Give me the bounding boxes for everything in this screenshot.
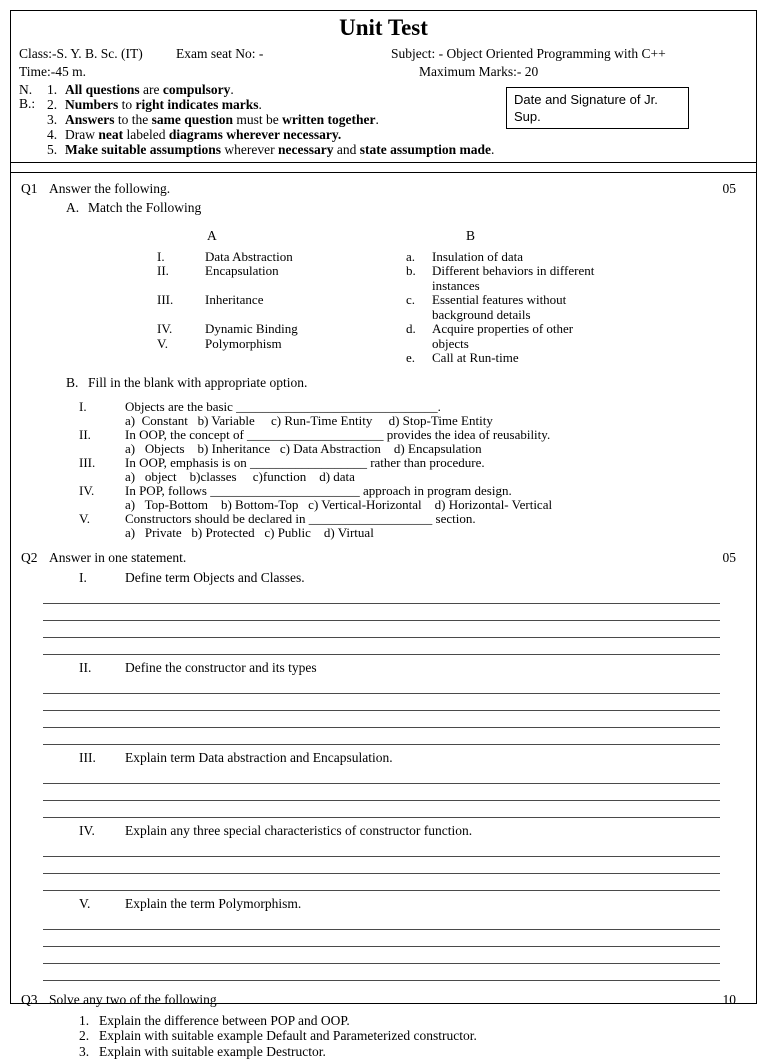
match-roman: III. <box>157 293 205 308</box>
q2-subquestion-list <box>19 569 744 981</box>
match-letter: b. <box>406 264 432 279</box>
q2-subquestion-number: I. <box>79 569 125 587</box>
fill-blank-list <box>79 400 744 540</box>
nb-segment: Make suitable assumptions <box>65 142 221 157</box>
nb-segment: to <box>118 97 135 112</box>
answer-line <box>43 913 720 930</box>
fill-blank-options: a) object b)classes c)function d) data <box>125 470 744 484</box>
header-row-2 <box>19 63 748 81</box>
nb-item <box>47 142 748 157</box>
section-a-label: A. <box>66 199 88 217</box>
q2-subquestion <box>19 895 744 981</box>
match-letter: e. <box>406 351 432 366</box>
q1-label: Q1 <box>19 180 49 198</box>
section-a-title: Match the Following <box>88 199 201 217</box>
match-letter: d. <box>406 322 432 337</box>
q2-text: Answer in one statement. <box>49 549 723 567</box>
match-a-text <box>205 308 406 323</box>
fill-blank-item <box>79 484 744 512</box>
q3-option-number: 1. <box>79 1013 99 1029</box>
header-row-1 <box>19 45 748 63</box>
nb-item-number: 3. <box>47 113 60 127</box>
nb-item-text <box>65 98 262 112</box>
fill-blank-number: II. <box>79 428 125 442</box>
match-b-text: objects <box>432 337 732 352</box>
q2-subquestion-head <box>79 659 744 677</box>
answer-lines <box>43 840 720 891</box>
match-a-text: Encapsulation <box>205 264 406 279</box>
match-a-text: Dynamic Binding <box>205 322 406 337</box>
content <box>11 173 756 1059</box>
section-b-row <box>66 374 744 392</box>
fill-blank-options: a) Constant b) Variable c) Run-Time Entity d) Stop-Time Entity <box>125 414 744 428</box>
q2-subquestion <box>19 569 744 655</box>
answer-line <box>43 638 720 655</box>
nb-segment: and <box>333 142 359 157</box>
match-roman: II. <box>157 264 205 279</box>
q2-subquestion-number: IV. <box>79 822 125 840</box>
fill-blank-options: a) Top-Bottom b) Bottom-Top c) Vertical-Horizontal d) Horizontal- Vertical <box>125 498 744 512</box>
nb-segment: are <box>140 82 163 97</box>
nb-segment: written together <box>282 112 375 127</box>
q2-subquestion-head <box>79 569 744 587</box>
nb-segment: All questions <box>65 82 140 97</box>
match-a-text: Polymorphism <box>205 337 406 352</box>
time-label: Time:-45 m. <box>19 63 419 81</box>
fill-blank-number: I. <box>79 400 125 414</box>
q2-subquestion-number: III. <box>79 749 125 767</box>
header-box <box>11 11 756 163</box>
section-b-title: Fill in the blank with appropriate option. <box>88 374 307 392</box>
nb-item <box>47 127 748 142</box>
q1-text: Answer the following. <box>49 180 723 198</box>
match-roman: I. <box>157 250 205 265</box>
answer-line <box>43 964 720 981</box>
nb-item-number: 5. <box>47 143 60 157</box>
page-title: Unit Test <box>19 15 748 41</box>
fill-blank-item <box>79 428 744 456</box>
nb-label: N. B.: <box>19 82 47 157</box>
q3-option <box>79 1044 744 1059</box>
nb-segment: . <box>375 112 378 127</box>
fill-blank-question: Constructors should be declared in ___________________ section. <box>125 512 744 526</box>
match-letter <box>406 337 432 352</box>
match-letter <box>406 279 432 294</box>
nb-item-number: 1. <box>47 83 60 97</box>
page-frame <box>10 10 757 1004</box>
nb-segment: labeled <box>123 127 169 142</box>
match-header-spacer-2 <box>406 229 432 250</box>
q2-subquestion-number: V. <box>79 895 125 913</box>
fill-blank-question: Objects are the basic _______________________________. <box>125 400 744 414</box>
subject-label: Subject: - Object Oriented Programming with C++ <box>391 45 748 63</box>
fill-blank-number: III. <box>79 456 125 470</box>
match-letter <box>406 308 432 323</box>
fill-blank-options: a) Private b) Protected c) Public d) Virtual <box>125 526 744 540</box>
nb-segment: . <box>259 97 262 112</box>
nb-segment: neat <box>98 127 123 142</box>
answer-line <box>43 947 720 964</box>
fill-blank-item <box>79 456 744 484</box>
nb-segment: state assumption made <box>360 142 491 157</box>
match-header-spacer-1 <box>157 229 205 250</box>
q2-subquestion-text: Define term Objects and Classes. <box>125 569 744 587</box>
answer-line <box>43 840 720 857</box>
nb-segment: to the <box>115 112 152 127</box>
q3-option-text: Explain with suitable example Default and Parameterized constructor. <box>99 1028 477 1044</box>
q1-marks: 05 <box>723 180 745 198</box>
fill-blank-question-row <box>79 456 744 470</box>
answer-line <box>43 587 720 604</box>
nb-segment: Answers <box>65 112 115 127</box>
q2-subquestion <box>19 659 744 745</box>
match-b-text: Call at Run-time <box>432 351 732 366</box>
q2-label: Q2 <box>19 549 49 567</box>
nb-item-text <box>65 128 341 142</box>
max-marks-label: Maximum Marks:- 20 <box>419 63 748 81</box>
q3-option-number: 3. <box>79 1044 99 1059</box>
answer-lines <box>43 677 720 745</box>
match-table <box>157 229 744 366</box>
fill-blank-options: a) Objects b) Inheritance c) Data Abstraction d) Encapsulation <box>125 442 744 456</box>
q3-text: Solve any two of the following <box>49 991 723 1009</box>
nb-item-number: 4. <box>47 128 60 142</box>
q2-subquestion-head <box>79 895 744 913</box>
nb-segment: Draw <box>65 127 98 142</box>
q2-subquestion-text: Define the constructor and its types <box>125 659 744 677</box>
q3-row <box>19 991 744 1009</box>
fill-blank-question-row <box>79 400 744 414</box>
exam-seat-label: Exam seat No: - <box>176 45 391 63</box>
nb-segment: necessary <box>278 142 333 157</box>
match-letter: a. <box>406 250 432 265</box>
match-roman: V. <box>157 337 205 352</box>
fill-blank-item <box>79 400 744 428</box>
answer-line <box>43 694 720 711</box>
answer-line <box>43 711 720 728</box>
match-col-a-header: A <box>205 229 406 250</box>
answer-line <box>43 604 720 621</box>
answer-line <box>43 767 720 784</box>
fill-blank-question: In OOP, emphasis is on __________________ rather than procedure. <box>125 456 744 470</box>
q1-row <box>19 180 744 198</box>
answer-line <box>43 801 720 818</box>
fill-blank-question: In POP, follows _______________________ approach in program design. <box>125 484 744 498</box>
nb-segment: compulsory <box>163 82 231 97</box>
match-a-text <box>205 351 406 366</box>
answer-lines <box>43 913 720 981</box>
nb-segment: diagrams wherever necessary. <box>169 127 341 142</box>
q3-label: Q3 <box>19 991 49 1009</box>
nb-segment: same question <box>152 112 233 127</box>
q3-option-text: Explain the difference between POP and OOP. <box>99 1013 350 1029</box>
nb-item-text <box>65 143 494 157</box>
answer-lines <box>43 587 720 655</box>
answer-line <box>43 621 720 638</box>
answer-line <box>43 728 720 745</box>
fill-blank-question-row <box>79 484 744 498</box>
answer-lines <box>43 767 720 818</box>
fill-blank-number: IV. <box>79 484 125 498</box>
q2-subquestion-text: Explain any three special characteristics of constructor function. <box>125 822 744 840</box>
answer-line <box>43 784 720 801</box>
section-b-label: B. <box>66 374 88 392</box>
signature-box: Date and Signature of Jr. Sup. <box>506 87 689 129</box>
nb-segment: right indicates marks <box>136 97 259 112</box>
nb-item-text <box>65 113 379 127</box>
match-b-text: Insulation of data <box>432 250 732 265</box>
answer-line <box>43 930 720 947</box>
q2-subquestion-text: Explain term Data abstraction and Encapsulation. <box>125 749 744 767</box>
nb-segment: Numbers <box>65 97 118 112</box>
section-a-row <box>66 199 744 217</box>
answer-line <box>43 857 720 874</box>
class-label: Class:-S. Y. B. Sc. (IT) <box>19 45 176 63</box>
match-col-b-header: B <box>432 229 732 250</box>
match-letter: c. <box>406 293 432 308</box>
match-roman <box>157 279 205 294</box>
q2-subquestion-head <box>79 822 744 840</box>
q3-option <box>79 1028 744 1044</box>
q2-subquestion-number: II. <box>79 659 125 677</box>
q2-marks: 05 <box>723 549 745 567</box>
fill-blank-item <box>79 512 744 540</box>
match-roman <box>157 351 205 366</box>
q3-option-text: Explain with suitable example Destructor. <box>99 1044 326 1059</box>
fill-blank-question-row <box>79 428 744 442</box>
q2-subquestion <box>19 749 744 818</box>
match-roman: IV. <box>157 322 205 337</box>
nb-segment: . <box>491 142 494 157</box>
q2-subquestion-text: Explain the term Polymorphism. <box>125 895 744 913</box>
q2-subquestion-head <box>79 749 744 767</box>
q3-option <box>79 1013 744 1029</box>
answer-line <box>43 677 720 694</box>
match-b-text: background details <box>432 308 732 323</box>
match-roman <box>157 308 205 323</box>
q3-option-number: 2. <box>79 1028 99 1044</box>
match-b-text: instances <box>432 279 732 294</box>
match-a-text: Data Abstraction <box>205 250 406 265</box>
nb-item-number: 2. <box>47 98 60 112</box>
q2-row <box>19 549 744 567</box>
nb-segment: . <box>230 82 233 97</box>
match-a-text: Inheritance <box>205 293 406 308</box>
nb-segment: wherever <box>221 142 278 157</box>
nb-item-text <box>65 83 234 97</box>
match-a-text <box>205 279 406 294</box>
fill-blank-question: In OOP, the concept of _____________________ provides the idea of reusability. <box>125 428 744 442</box>
q2-subquestion <box>19 822 744 891</box>
q3-option-list <box>79 1013 744 1059</box>
match-b-text: Essential features without <box>432 293 732 308</box>
match-b-text: Different behaviors in different <box>432 264 732 279</box>
nb-segment: must be <box>233 112 282 127</box>
q3-marks: 10 <box>723 991 745 1009</box>
fill-blank-question-row <box>79 512 744 526</box>
match-b-text: Acquire properties of other <box>432 322 732 337</box>
fill-blank-number: V. <box>79 512 125 526</box>
answer-line <box>43 874 720 891</box>
